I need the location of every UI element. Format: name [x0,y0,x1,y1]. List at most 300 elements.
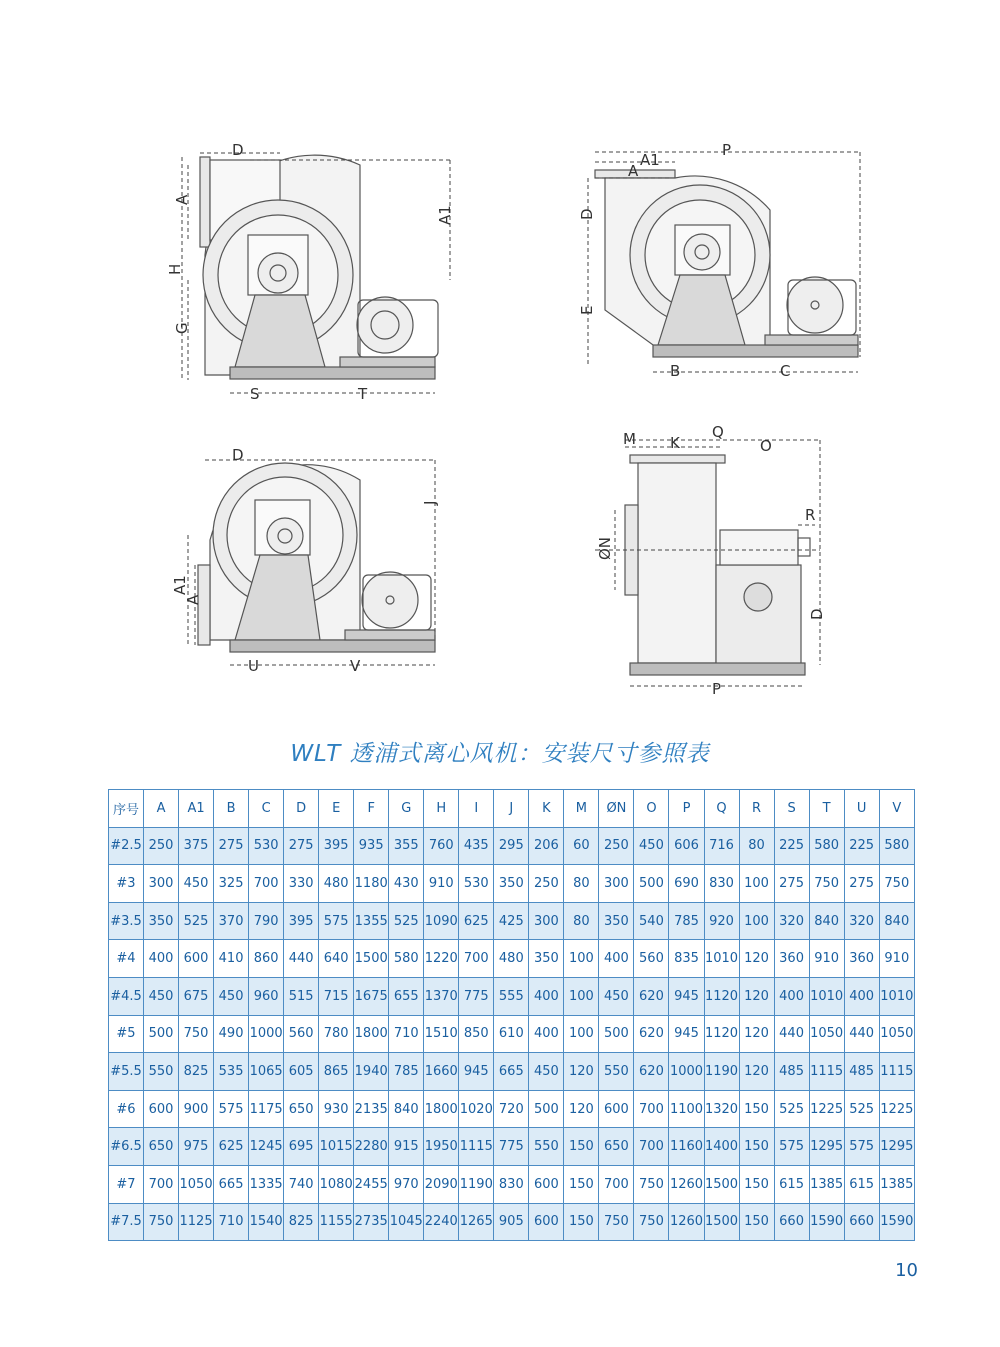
value-cell: 1050 [809,1015,844,1053]
value-cell: 1225 [809,1090,844,1128]
value-cell: 625 [214,1128,249,1166]
value-cell: 360 [844,940,879,978]
value-cell: 716 [704,827,739,865]
value-cell: 120 [739,1015,774,1053]
value-cell: 1540 [249,1203,284,1241]
value-cell: 945 [459,1053,494,1091]
value-cell: 785 [669,902,704,940]
dim-label: H [166,263,184,275]
value-cell: 250 [144,827,179,865]
fan-drawing-front-left [160,135,470,405]
value-cell: 575 [319,902,354,940]
table-row [109,865,915,903]
value-cell: 100 [564,940,599,978]
value-cell: 620 [634,1015,669,1053]
value-cell: 700 [634,1128,669,1166]
value-cell: 500 [144,1015,179,1053]
value-cell: 485 [774,1053,809,1091]
dim-label: R [805,506,816,524]
value-cell: 910 [879,940,914,978]
column-header: V [879,790,914,828]
value-cell: 525 [844,1090,879,1128]
value-cell: 825 [284,1203,319,1241]
column-header: P [669,790,704,828]
value-cell: 920 [704,902,739,940]
value-cell: 1080 [319,1165,354,1203]
value-cell: 320 [774,902,809,940]
dim-label: O [760,437,772,455]
value-cell: 900 [179,1090,214,1128]
value-cell: 695 [284,1128,319,1166]
value-cell: 400 [774,977,809,1015]
dim-label: D [232,141,244,159]
value-cell: 970 [389,1165,424,1203]
value-cell: 560 [634,940,669,978]
value-cell: 750 [809,865,844,903]
value-cell: 1500 [354,940,389,978]
value-cell: 1190 [704,1053,739,1091]
value-cell: 1500 [704,1203,739,1241]
value-cell: 715 [319,977,354,1015]
value-cell: 550 [144,1053,179,1091]
value-cell: 1015 [319,1128,354,1166]
value-cell: 1160 [669,1128,704,1166]
value-cell: 665 [494,1053,529,1091]
value-cell: 150 [739,1090,774,1128]
value-cell: 825 [179,1053,214,1091]
table-row [109,902,915,940]
value-cell: 1120 [704,1015,739,1053]
dim-label: A [173,194,191,205]
value-cell: 2240 [424,1203,459,1241]
value-cell: 915 [389,1128,424,1166]
value-cell: 525 [179,902,214,940]
dim-label: U [248,657,259,675]
value-cell: 1265 [459,1203,494,1241]
value-cell: 300 [529,902,564,940]
value-cell: 1115 [809,1053,844,1091]
value-cell: 760 [424,827,459,865]
value-cell: 650 [284,1090,319,1128]
value-cell: 535 [214,1053,249,1091]
value-cell: 540 [634,902,669,940]
value-cell: 1355 [354,902,389,940]
value-cell: 700 [634,1090,669,1128]
value-cell: 560 [284,1015,319,1053]
value-cell: 525 [389,902,424,940]
value-cell: 400 [529,977,564,1015]
value-cell: 490 [214,1015,249,1053]
dim-label: J [421,500,439,505]
column-header: O [634,790,669,828]
value-cell: 850 [459,1015,494,1053]
value-cell: 830 [494,1165,529,1203]
value-cell: 1385 [809,1165,844,1203]
model-cell: #7 [109,1165,144,1203]
value-cell: 600 [179,940,214,978]
value-cell: 1125 [179,1203,214,1241]
value-cell: 750 [179,1015,214,1053]
value-cell: 150 [739,1165,774,1203]
value-cell: 80 [564,902,599,940]
value-cell: 275 [214,827,249,865]
table-row [109,1090,915,1128]
value-cell: 1115 [459,1128,494,1166]
value-cell: 530 [459,865,494,903]
value-cell: 120 [739,977,774,1015]
value-cell: 1800 [424,1090,459,1128]
value-cell: 395 [284,902,319,940]
value-cell: 1510 [424,1015,459,1053]
value-cell: 550 [599,1053,634,1091]
model-cell: #2.5 [109,827,144,865]
value-cell: 835 [669,940,704,978]
dim-label: C [780,362,791,380]
value-cell: 610 [494,1015,529,1053]
value-cell: 750 [879,865,914,903]
value-cell: 700 [459,940,494,978]
table-row [109,1128,915,1166]
value-cell: 2280 [354,1128,389,1166]
value-cell: 580 [879,827,914,865]
value-cell: 1590 [809,1203,844,1241]
dim-label: M [623,430,636,448]
column-header: A [144,790,179,828]
dim-label: S [250,385,260,403]
value-cell: 410 [214,940,249,978]
value-cell: 615 [844,1165,879,1203]
value-cell: 450 [144,977,179,1015]
model-cell: #6.5 [109,1128,144,1166]
value-cell: 330 [284,865,319,903]
value-cell: 375 [179,827,214,865]
value-cell: 840 [389,1090,424,1128]
fan-drawing-side-view [590,420,840,700]
value-cell: 775 [459,977,494,1015]
value-cell: 1010 [879,977,914,1015]
fan-drawing-front-right [570,140,870,380]
value-cell: 700 [144,1165,179,1203]
dim-label: D [808,608,826,620]
value-cell: 300 [144,865,179,903]
value-cell: 440 [844,1015,879,1053]
value-cell: 605 [284,1053,319,1091]
value-cell: 750 [144,1203,179,1241]
table-header-row [109,790,915,828]
model-cell: #7.5 [109,1203,144,1241]
value-cell: 550 [529,1128,564,1166]
column-header: R [739,790,774,828]
value-cell: 865 [319,1053,354,1091]
value-cell: 830 [704,865,739,903]
value-cell: 1500 [704,1165,739,1203]
value-cell: 400 [529,1015,564,1053]
value-cell: 615 [774,1165,809,1203]
value-cell: 1010 [704,940,739,978]
model-cell: #3 [109,865,144,903]
value-cell: 100 [564,977,599,1015]
value-cell: 1385 [879,1165,914,1203]
dim-label: B [670,362,681,380]
column-header: S [774,790,809,828]
value-cell: 150 [564,1165,599,1203]
value-cell: 440 [774,1015,809,1053]
column-header: E [319,790,354,828]
value-cell: 945 [669,1015,704,1053]
value-cell: 350 [494,865,529,903]
value-cell: 450 [529,1053,564,1091]
value-cell: 575 [774,1128,809,1166]
table-row [109,827,915,865]
value-cell: 530 [249,827,284,865]
dim-label: A [184,594,202,605]
value-cell: 700 [249,865,284,903]
value-cell: 2735 [354,1203,389,1241]
value-cell: 1090 [424,902,459,940]
value-cell: 935 [354,827,389,865]
value-cell: 100 [739,902,774,940]
value-cell: 300 [599,865,634,903]
value-cell: 100 [564,1015,599,1053]
dim-label: A1 [436,205,454,225]
value-cell: 960 [249,977,284,1015]
value-cell: 395 [319,827,354,865]
value-cell: 1050 [179,1165,214,1203]
column-header: 序号 [109,790,144,828]
column-header: U [844,790,879,828]
value-cell: 225 [844,827,879,865]
column-header: T [809,790,844,828]
value-cell: 480 [494,940,529,978]
value-cell: 1370 [424,977,459,1015]
dim-label: P [712,680,722,698]
value-cell: 250 [529,865,564,903]
value-cell: 430 [389,865,424,903]
dim-label: ØN [596,536,614,560]
value-cell: 1225 [879,1090,914,1128]
value-cell: 275 [844,865,879,903]
value-cell: 450 [599,977,634,1015]
value-cell: 655 [389,977,424,1015]
column-header: Q [704,790,739,828]
value-cell: 150 [739,1128,774,1166]
table-row [109,1015,915,1053]
value-cell: 450 [179,865,214,903]
value-cell: 575 [214,1090,249,1128]
model-cell: #6 [109,1090,144,1128]
value-cell: 840 [879,902,914,940]
value-cell: 600 [529,1203,564,1241]
value-cell: 1065 [249,1053,284,1091]
value-cell: 425 [494,902,529,940]
value-cell: 1295 [879,1128,914,1166]
dim-label: D [578,208,596,220]
value-cell: 1245 [249,1128,284,1166]
table-row [109,1165,915,1203]
value-cell: 360 [774,940,809,978]
fan-drawing-bottom-outlet [160,440,460,680]
value-cell: 660 [844,1203,879,1241]
value-cell: 225 [774,827,809,865]
column-header: F [354,790,389,828]
value-cell: 120 [564,1053,599,1091]
value-cell: 1295 [809,1128,844,1166]
value-cell: 325 [214,865,249,903]
value-cell: 1950 [424,1128,459,1166]
value-cell: 910 [424,865,459,903]
value-cell: 350 [144,902,179,940]
value-cell: 515 [284,977,319,1015]
value-cell: 600 [599,1090,634,1128]
dim-label: T [358,385,368,403]
value-cell: 485 [844,1053,879,1091]
value-cell: 1220 [424,940,459,978]
column-header: D [284,790,319,828]
value-cell: 60 [564,827,599,865]
table-row [109,1203,915,1241]
value-cell: 1000 [249,1015,284,1053]
value-cell: 120 [739,940,774,978]
value-cell: 500 [599,1015,634,1053]
value-cell: 1800 [354,1015,389,1053]
model-cell: #5 [109,1015,144,1053]
value-cell: 690 [669,865,704,903]
column-header: J [494,790,529,828]
table-row [109,977,915,1015]
value-cell: 2135 [354,1090,389,1128]
dim-label: A [628,162,639,180]
value-cell: 320 [844,902,879,940]
value-cell: 860 [249,940,284,978]
value-cell: 1100 [669,1090,704,1128]
value-cell: 350 [599,902,634,940]
value-cell: 1045 [389,1203,424,1241]
value-cell: 750 [599,1203,634,1241]
dim-label: G [173,322,191,334]
value-cell: 450 [214,977,249,1015]
column-header: H [424,790,459,828]
value-cell: 500 [529,1090,564,1128]
value-cell: 640 [319,940,354,978]
value-cell: 710 [389,1015,424,1053]
dim-label: Q [712,423,724,441]
value-cell: 620 [634,1053,669,1091]
value-cell: 1400 [704,1128,739,1166]
value-cell: 910 [809,940,844,978]
value-cell: 480 [319,865,354,903]
column-header: M [564,790,599,828]
value-cell: 975 [179,1128,214,1166]
value-cell: 80 [564,865,599,903]
column-header: ØN [599,790,634,828]
value-cell: 1940 [354,1053,389,1091]
value-cell: 1335 [249,1165,284,1203]
value-cell: 905 [494,1203,529,1241]
value-cell: 580 [389,940,424,978]
model-cell: #4 [109,940,144,978]
value-cell: 750 [634,1203,669,1241]
value-cell: 945 [669,977,704,1015]
value-cell: 1590 [879,1203,914,1241]
dimension-table [108,789,915,1241]
value-cell: 780 [319,1015,354,1053]
value-cell: 400 [844,977,879,1015]
value-cell: 665 [214,1165,249,1203]
value-cell: 750 [634,1165,669,1203]
value-cell: 840 [809,902,844,940]
value-cell: 1320 [704,1090,739,1128]
value-cell: 250 [599,827,634,865]
column-header: C [249,790,284,828]
value-cell: 600 [144,1090,179,1128]
value-cell: 1190 [459,1165,494,1203]
value-cell: 1120 [704,977,739,1015]
value-cell: 1260 [669,1165,704,1203]
value-cell: 1675 [354,977,389,1015]
value-cell: 1155 [319,1203,354,1241]
value-cell: 790 [249,902,284,940]
value-cell: 600 [529,1165,564,1203]
value-cell: 625 [459,902,494,940]
dim-label: A1 [171,575,189,595]
dim-label: A1 [640,151,660,169]
value-cell: 930 [319,1090,354,1128]
value-cell: 650 [144,1128,179,1166]
value-cell: 150 [564,1203,599,1241]
value-cell: 440 [284,940,319,978]
value-cell: 1180 [354,865,389,903]
value-cell: 1660 [424,1053,459,1091]
value-cell: 1000 [669,1053,704,1091]
value-cell: 650 [599,1128,634,1166]
model-cell: #5.5 [109,1053,144,1091]
value-cell: 435 [459,827,494,865]
model-cell: #4.5 [109,977,144,1015]
value-cell: 120 [564,1090,599,1128]
column-header: A1 [179,790,214,828]
value-cell: 1115 [879,1053,914,1091]
column-header: I [459,790,494,828]
value-cell: 150 [564,1128,599,1166]
value-cell: 555 [494,977,529,1015]
value-cell: 100 [739,865,774,903]
value-cell: 1260 [669,1203,704,1241]
value-cell: 206 [529,827,564,865]
value-cell: 700 [599,1165,634,1203]
page-number: 10 [895,1260,918,1281]
value-cell: 1175 [249,1090,284,1128]
value-cell: 500 [634,865,669,903]
value-cell: 2090 [424,1165,459,1203]
dim-label: V [350,657,361,675]
value-cell: 740 [284,1165,319,1203]
value-cell: 675 [179,977,214,1015]
value-cell: 580 [809,827,844,865]
value-cell: 400 [144,940,179,978]
column-header: K [529,790,564,828]
value-cell: 400 [599,940,634,978]
value-cell: 355 [389,827,424,865]
value-cell: 660 [774,1203,809,1241]
dim-label: D [232,446,244,464]
value-cell: 785 [389,1053,424,1091]
value-cell: 450 [634,827,669,865]
table-row [109,940,915,978]
column-header: G [389,790,424,828]
value-cell: 606 [669,827,704,865]
value-cell: 120 [739,1053,774,1091]
value-cell: 1020 [459,1090,494,1128]
